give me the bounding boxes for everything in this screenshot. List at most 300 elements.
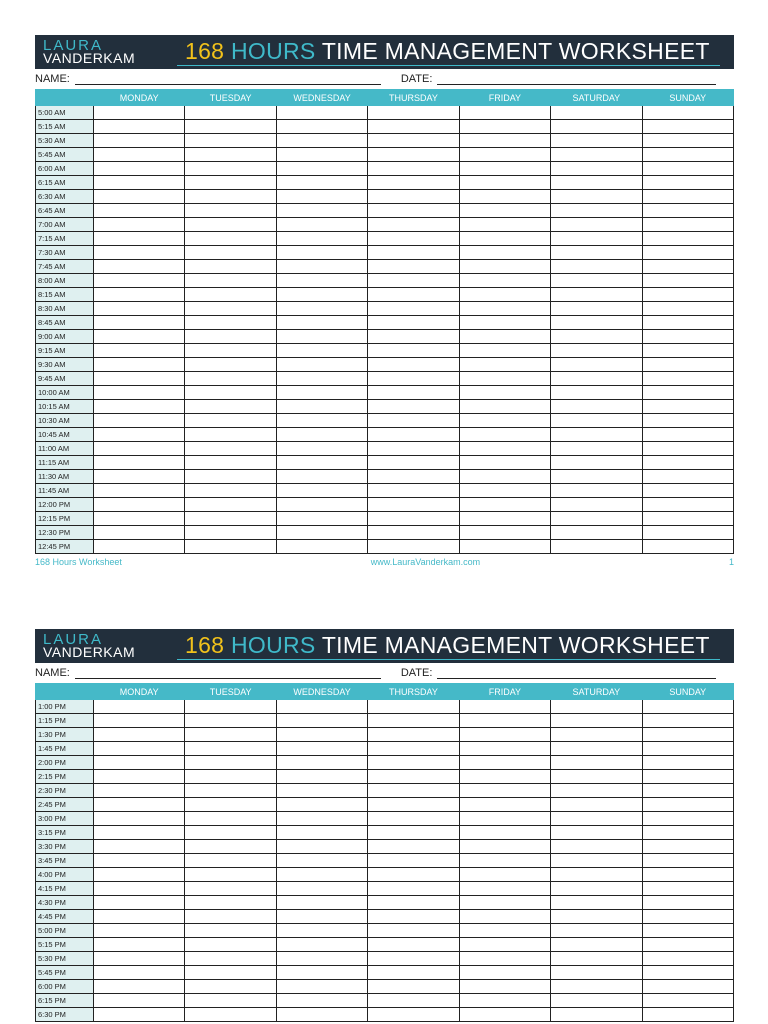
schedule-cell-wednesday[interactable] — [276, 910, 367, 924]
schedule-cell-wednesday[interactable] — [276, 190, 367, 204]
schedule-cell-sunday[interactable] — [642, 288, 733, 302]
schedule-cell-monday[interactable] — [94, 952, 185, 966]
schedule-cell-wednesday[interactable] — [276, 484, 367, 498]
schedule-cell-thursday[interactable] — [368, 470, 459, 484]
schedule-cell-sunday[interactable] — [642, 232, 733, 246]
schedule-cell-sunday[interactable] — [642, 260, 733, 274]
schedule-cell-wednesday[interactable] — [276, 386, 367, 400]
schedule-cell-friday[interactable] — [459, 756, 550, 770]
schedule-cell-tuesday[interactable] — [185, 470, 276, 484]
schedule-cell-saturday[interactable] — [551, 526, 642, 540]
schedule-cell-thursday[interactable] — [368, 260, 459, 274]
schedule-cell-monday[interactable] — [94, 896, 185, 910]
schedule-cell-friday[interactable] — [459, 498, 550, 512]
schedule-cell-friday[interactable] — [459, 770, 550, 784]
schedule-cell-thursday[interactable] — [368, 428, 459, 442]
schedule-cell-monday[interactable] — [94, 204, 185, 218]
schedule-cell-thursday[interactable] — [368, 854, 459, 868]
schedule-cell-tuesday[interactable] — [185, 784, 276, 798]
schedule-cell-sunday[interactable] — [642, 924, 733, 938]
schedule-cell-tuesday[interactable] — [185, 456, 276, 470]
schedule-cell-sunday[interactable] — [642, 470, 733, 484]
schedule-cell-sunday[interactable] — [642, 204, 733, 218]
schedule-cell-sunday[interactable] — [642, 798, 733, 812]
schedule-cell-monday[interactable] — [94, 134, 185, 148]
schedule-cell-friday[interactable] — [459, 134, 550, 148]
schedule-cell-saturday[interactable] — [551, 812, 642, 826]
schedule-cell-friday[interactable] — [459, 414, 550, 428]
schedule-cell-sunday[interactable] — [642, 120, 733, 134]
schedule-cell-sunday[interactable] — [642, 302, 733, 316]
schedule-cell-thursday[interactable] — [368, 952, 459, 966]
schedule-cell-friday[interactable] — [459, 302, 550, 316]
schedule-cell-sunday[interactable] — [642, 442, 733, 456]
schedule-cell-tuesday[interactable] — [185, 120, 276, 134]
schedule-cell-saturday[interactable] — [551, 190, 642, 204]
schedule-cell-thursday[interactable] — [368, 896, 459, 910]
schedule-cell-wednesday[interactable] — [276, 120, 367, 134]
schedule-cell-thursday[interactable] — [368, 742, 459, 756]
schedule-cell-thursday[interactable] — [368, 840, 459, 854]
schedule-cell-wednesday[interactable] — [276, 204, 367, 218]
schedule-cell-monday[interactable] — [94, 246, 185, 260]
schedule-cell-monday[interactable] — [94, 302, 185, 316]
schedule-cell-wednesday[interactable] — [276, 770, 367, 784]
schedule-cell-tuesday[interactable] — [185, 854, 276, 868]
schedule-cell-monday[interactable] — [94, 344, 185, 358]
schedule-cell-thursday[interactable] — [368, 400, 459, 414]
schedule-cell-monday[interactable] — [94, 540, 185, 554]
schedule-cell-thursday[interactable] — [368, 770, 459, 784]
schedule-cell-wednesday[interactable] — [276, 358, 367, 372]
schedule-cell-saturday[interactable] — [551, 938, 642, 952]
schedule-cell-thursday[interactable] — [368, 190, 459, 204]
schedule-cell-wednesday[interactable] — [276, 938, 367, 952]
schedule-cell-wednesday[interactable] — [276, 882, 367, 896]
schedule-cell-monday[interactable] — [94, 938, 185, 952]
schedule-cell-saturday[interactable] — [551, 498, 642, 512]
schedule-cell-saturday[interactable] — [551, 840, 642, 854]
schedule-cell-monday[interactable] — [94, 288, 185, 302]
schedule-cell-wednesday[interactable] — [276, 924, 367, 938]
schedule-cell-tuesday[interactable] — [185, 218, 276, 232]
schedule-cell-monday[interactable] — [94, 994, 185, 1008]
schedule-cell-tuesday[interactable] — [185, 896, 276, 910]
schedule-cell-sunday[interactable] — [642, 714, 733, 728]
schedule-cell-tuesday[interactable] — [185, 414, 276, 428]
schedule-cell-friday[interactable] — [459, 1008, 550, 1022]
schedule-cell-wednesday[interactable] — [276, 260, 367, 274]
schedule-cell-sunday[interactable] — [642, 414, 733, 428]
schedule-cell-saturday[interactable] — [551, 386, 642, 400]
schedule-cell-thursday[interactable] — [368, 798, 459, 812]
schedule-cell-sunday[interactable] — [642, 742, 733, 756]
schedule-cell-thursday[interactable] — [368, 442, 459, 456]
schedule-cell-saturday[interactable] — [551, 358, 642, 372]
schedule-cell-monday[interactable] — [94, 400, 185, 414]
schedule-cell-wednesday[interactable] — [276, 526, 367, 540]
schedule-cell-monday[interactable] — [94, 498, 185, 512]
schedule-cell-tuesday[interactable] — [185, 742, 276, 756]
schedule-cell-tuesday[interactable] — [185, 728, 276, 742]
date-field[interactable] — [437, 74, 716, 85]
schedule-cell-wednesday[interactable] — [276, 728, 367, 742]
schedule-cell-monday[interactable] — [94, 826, 185, 840]
schedule-cell-saturday[interactable] — [551, 414, 642, 428]
schedule-cell-saturday[interactable] — [551, 470, 642, 484]
schedule-cell-monday[interactable] — [94, 414, 185, 428]
schedule-cell-saturday[interactable] — [551, 274, 642, 288]
schedule-cell-thursday[interactable] — [368, 316, 459, 330]
schedule-cell-sunday[interactable] — [642, 526, 733, 540]
schedule-cell-friday[interactable] — [459, 190, 550, 204]
schedule-cell-tuesday[interactable] — [185, 106, 276, 120]
schedule-cell-friday[interactable] — [459, 274, 550, 288]
schedule-cell-friday[interactable] — [459, 120, 550, 134]
schedule-cell-monday[interactable] — [94, 274, 185, 288]
schedule-cell-tuesday[interactable] — [185, 274, 276, 288]
schedule-cell-sunday[interactable] — [642, 372, 733, 386]
schedule-cell-sunday[interactable] — [642, 106, 733, 120]
schedule-cell-sunday[interactable] — [642, 854, 733, 868]
schedule-cell-sunday[interactable] — [642, 868, 733, 882]
schedule-cell-tuesday[interactable] — [185, 232, 276, 246]
schedule-cell-wednesday[interactable] — [276, 106, 367, 120]
schedule-cell-saturday[interactable] — [551, 120, 642, 134]
schedule-cell-tuesday[interactable] — [185, 484, 276, 498]
schedule-cell-monday[interactable] — [94, 218, 185, 232]
schedule-cell-monday[interactable] — [94, 456, 185, 470]
schedule-cell-tuesday[interactable] — [185, 428, 276, 442]
schedule-cell-wednesday[interactable] — [276, 176, 367, 190]
schedule-cell-monday[interactable] — [94, 386, 185, 400]
schedule-cell-tuesday[interactable] — [185, 134, 276, 148]
schedule-cell-sunday[interactable] — [642, 176, 733, 190]
schedule-cell-sunday[interactable] — [642, 274, 733, 288]
schedule-cell-tuesday[interactable] — [185, 302, 276, 316]
schedule-cell-thursday[interactable] — [368, 344, 459, 358]
schedule-cell-monday[interactable] — [94, 910, 185, 924]
schedule-cell-saturday[interactable] — [551, 854, 642, 868]
schedule-cell-sunday[interactable] — [642, 756, 733, 770]
schedule-cell-saturday[interactable] — [551, 540, 642, 554]
schedule-cell-monday[interactable] — [94, 714, 185, 728]
schedule-cell-monday[interactable] — [94, 120, 185, 134]
schedule-cell-tuesday[interactable] — [185, 840, 276, 854]
schedule-cell-thursday[interactable] — [368, 714, 459, 728]
schedule-cell-monday[interactable] — [94, 770, 185, 784]
schedule-cell-tuesday[interactable] — [185, 246, 276, 260]
schedule-cell-sunday[interactable] — [642, 952, 733, 966]
schedule-cell-tuesday[interactable] — [185, 826, 276, 840]
schedule-cell-tuesday[interactable] — [185, 756, 276, 770]
schedule-cell-monday[interactable] — [94, 176, 185, 190]
schedule-cell-saturday[interactable] — [551, 162, 642, 176]
schedule-cell-tuesday[interactable] — [185, 700, 276, 714]
schedule-cell-sunday[interactable] — [642, 498, 733, 512]
schedule-cell-friday[interactable] — [459, 910, 550, 924]
schedule-cell-tuesday[interactable] — [185, 952, 276, 966]
schedule-cell-wednesday[interactable] — [276, 456, 367, 470]
schedule-cell-monday[interactable] — [94, 812, 185, 826]
name-field[interactable] — [75, 74, 381, 85]
schedule-cell-friday[interactable] — [459, 442, 550, 456]
schedule-cell-saturday[interactable] — [551, 232, 642, 246]
schedule-cell-thursday[interactable] — [368, 756, 459, 770]
schedule-cell-sunday[interactable] — [642, 512, 733, 526]
schedule-cell-thursday[interactable] — [368, 938, 459, 952]
schedule-cell-saturday[interactable] — [551, 798, 642, 812]
schedule-cell-sunday[interactable] — [642, 896, 733, 910]
schedule-cell-sunday[interactable] — [642, 812, 733, 826]
schedule-cell-friday[interactable] — [459, 484, 550, 498]
schedule-cell-wednesday[interactable] — [276, 512, 367, 526]
schedule-cell-friday[interactable] — [459, 372, 550, 386]
schedule-cell-monday[interactable] — [94, 162, 185, 176]
schedule-cell-tuesday[interactable] — [185, 386, 276, 400]
schedule-cell-saturday[interactable] — [551, 218, 642, 232]
schedule-cell-tuesday[interactable] — [185, 994, 276, 1008]
schedule-cell-monday[interactable] — [94, 512, 185, 526]
schedule-cell-friday[interactable] — [459, 176, 550, 190]
schedule-cell-saturday[interactable] — [551, 826, 642, 840]
schedule-cell-sunday[interactable] — [642, 162, 733, 176]
schedule-cell-tuesday[interactable] — [185, 204, 276, 218]
schedule-cell-friday[interactable] — [459, 204, 550, 218]
schedule-cell-wednesday[interactable] — [276, 414, 367, 428]
schedule-cell-friday[interactable] — [459, 358, 550, 372]
schedule-cell-friday[interactable] — [459, 994, 550, 1008]
schedule-cell-wednesday[interactable] — [276, 798, 367, 812]
schedule-cell-saturday[interactable] — [551, 980, 642, 994]
schedule-cell-saturday[interactable] — [551, 148, 642, 162]
schedule-cell-friday[interactable] — [459, 540, 550, 554]
schedule-cell-tuesday[interactable] — [185, 938, 276, 952]
schedule-cell-sunday[interactable] — [642, 218, 733, 232]
schedule-cell-friday[interactable] — [459, 428, 550, 442]
schedule-cell-friday[interactable] — [459, 316, 550, 330]
schedule-cell-friday[interactable] — [459, 938, 550, 952]
schedule-cell-monday[interactable] — [94, 784, 185, 798]
schedule-cell-saturday[interactable] — [551, 770, 642, 784]
schedule-cell-friday[interactable] — [459, 260, 550, 274]
schedule-cell-monday[interactable] — [94, 854, 185, 868]
schedule-cell-thursday[interactable] — [368, 498, 459, 512]
schedule-cell-tuesday[interactable] — [185, 330, 276, 344]
schedule-cell-tuesday[interactable] — [185, 882, 276, 896]
schedule-cell-wednesday[interactable] — [276, 714, 367, 728]
schedule-cell-tuesday[interactable] — [185, 260, 276, 274]
schedule-cell-sunday[interactable] — [642, 840, 733, 854]
schedule-cell-saturday[interactable] — [551, 176, 642, 190]
schedule-cell-sunday[interactable] — [642, 386, 733, 400]
schedule-cell-saturday[interactable] — [551, 910, 642, 924]
schedule-cell-wednesday[interactable] — [276, 840, 367, 854]
schedule-cell-tuesday[interactable] — [185, 714, 276, 728]
schedule-cell-thursday[interactable] — [368, 106, 459, 120]
schedule-cell-thursday[interactable] — [368, 358, 459, 372]
schedule-cell-tuesday[interactable] — [185, 512, 276, 526]
schedule-cell-wednesday[interactable] — [276, 218, 367, 232]
schedule-cell-thursday[interactable] — [368, 784, 459, 798]
schedule-cell-tuesday[interactable] — [185, 162, 276, 176]
schedule-cell-saturday[interactable] — [551, 316, 642, 330]
schedule-cell-wednesday[interactable] — [276, 896, 367, 910]
schedule-cell-monday[interactable] — [94, 316, 185, 330]
schedule-cell-sunday[interactable] — [642, 700, 733, 714]
schedule-cell-wednesday[interactable] — [276, 246, 367, 260]
schedule-cell-tuesday[interactable] — [185, 442, 276, 456]
schedule-cell-thursday[interactable] — [368, 414, 459, 428]
schedule-cell-tuesday[interactable] — [185, 868, 276, 882]
schedule-cell-friday[interactable] — [459, 854, 550, 868]
schedule-cell-wednesday[interactable] — [276, 428, 367, 442]
schedule-cell-thursday[interactable] — [368, 868, 459, 882]
schedule-cell-saturday[interactable] — [551, 330, 642, 344]
schedule-cell-thursday[interactable] — [368, 386, 459, 400]
schedule-cell-thursday[interactable] — [368, 176, 459, 190]
schedule-cell-sunday[interactable] — [642, 728, 733, 742]
schedule-cell-sunday[interactable] — [642, 938, 733, 952]
schedule-cell-friday[interactable] — [459, 742, 550, 756]
schedule-cell-friday[interactable] — [459, 470, 550, 484]
schedule-cell-thursday[interactable] — [368, 372, 459, 386]
schedule-cell-tuesday[interactable] — [185, 910, 276, 924]
schedule-cell-thursday[interactable] — [368, 924, 459, 938]
schedule-cell-wednesday[interactable] — [276, 232, 367, 246]
schedule-cell-monday[interactable] — [94, 148, 185, 162]
schedule-cell-sunday[interactable] — [642, 484, 733, 498]
schedule-cell-saturday[interactable] — [551, 868, 642, 882]
schedule-cell-saturday[interactable] — [551, 372, 642, 386]
schedule-cell-tuesday[interactable] — [185, 540, 276, 554]
schedule-cell-thursday[interactable] — [368, 484, 459, 498]
schedule-cell-tuesday[interactable] — [185, 924, 276, 938]
schedule-cell-wednesday[interactable] — [276, 966, 367, 980]
schedule-cell-wednesday[interactable] — [276, 274, 367, 288]
schedule-cell-friday[interactable] — [459, 882, 550, 896]
schedule-cell-wednesday[interactable] — [276, 302, 367, 316]
schedule-cell-wednesday[interactable] — [276, 868, 367, 882]
name-field[interactable] — [75, 668, 381, 679]
schedule-cell-thursday[interactable] — [368, 162, 459, 176]
schedule-cell-wednesday[interactable] — [276, 400, 367, 414]
schedule-cell-monday[interactable] — [94, 260, 185, 274]
schedule-cell-friday[interactable] — [459, 714, 550, 728]
schedule-cell-wednesday[interactable] — [276, 288, 367, 302]
schedule-cell-sunday[interactable] — [642, 784, 733, 798]
schedule-cell-wednesday[interactable] — [276, 980, 367, 994]
schedule-cell-sunday[interactable] — [642, 428, 733, 442]
schedule-cell-saturday[interactable] — [551, 204, 642, 218]
schedule-cell-wednesday[interactable] — [276, 498, 367, 512]
schedule-cell-friday[interactable] — [459, 288, 550, 302]
schedule-cell-saturday[interactable] — [551, 994, 642, 1008]
schedule-cell-friday[interactable] — [459, 952, 550, 966]
schedule-cell-wednesday[interactable] — [276, 784, 367, 798]
schedule-cell-tuesday[interactable] — [185, 176, 276, 190]
schedule-cell-thursday[interactable] — [368, 512, 459, 526]
schedule-cell-wednesday[interactable] — [276, 742, 367, 756]
schedule-cell-saturday[interactable] — [551, 1008, 642, 1022]
schedule-cell-friday[interactable] — [459, 924, 550, 938]
schedule-cell-monday[interactable] — [94, 526, 185, 540]
schedule-cell-sunday[interactable] — [642, 190, 733, 204]
schedule-cell-thursday[interactable] — [368, 330, 459, 344]
schedule-cell-friday[interactable] — [459, 162, 550, 176]
schedule-cell-saturday[interactable] — [551, 882, 642, 896]
schedule-cell-thursday[interactable] — [368, 812, 459, 826]
schedule-cell-saturday[interactable] — [551, 700, 642, 714]
schedule-cell-monday[interactable] — [94, 442, 185, 456]
schedule-cell-monday[interactable] — [94, 372, 185, 386]
schedule-cell-thursday[interactable] — [368, 218, 459, 232]
schedule-cell-monday[interactable] — [94, 232, 185, 246]
schedule-cell-tuesday[interactable] — [185, 316, 276, 330]
schedule-cell-wednesday[interactable] — [276, 162, 367, 176]
schedule-cell-thursday[interactable] — [368, 302, 459, 316]
schedule-cell-saturday[interactable] — [551, 442, 642, 456]
schedule-cell-thursday[interactable] — [368, 246, 459, 260]
schedule-cell-monday[interactable] — [94, 470, 185, 484]
schedule-cell-friday[interactable] — [459, 526, 550, 540]
schedule-cell-sunday[interactable] — [642, 316, 733, 330]
schedule-cell-sunday[interactable] — [642, 994, 733, 1008]
schedule-cell-friday[interactable] — [459, 728, 550, 742]
schedule-cell-saturday[interactable] — [551, 288, 642, 302]
schedule-cell-friday[interactable] — [459, 812, 550, 826]
schedule-cell-thursday[interactable] — [368, 1008, 459, 1022]
schedule-cell-thursday[interactable] — [368, 826, 459, 840]
schedule-cell-tuesday[interactable] — [185, 1008, 276, 1022]
schedule-cell-friday[interactable] — [459, 700, 550, 714]
schedule-cell-wednesday[interactable] — [276, 134, 367, 148]
schedule-cell-monday[interactable] — [94, 840, 185, 854]
schedule-cell-friday[interactable] — [459, 980, 550, 994]
schedule-cell-saturday[interactable] — [551, 400, 642, 414]
schedule-cell-sunday[interactable] — [642, 540, 733, 554]
schedule-cell-thursday[interactable] — [368, 274, 459, 288]
schedule-cell-tuesday[interactable] — [185, 372, 276, 386]
schedule-cell-friday[interactable] — [459, 386, 550, 400]
schedule-cell-monday[interactable] — [94, 106, 185, 120]
schedule-cell-wednesday[interactable] — [276, 372, 367, 386]
schedule-cell-saturday[interactable] — [551, 344, 642, 358]
date-field[interactable] — [437, 668, 716, 679]
schedule-cell-wednesday[interactable] — [276, 826, 367, 840]
schedule-cell-thursday[interactable] — [368, 232, 459, 246]
schedule-cell-wednesday[interactable] — [276, 700, 367, 714]
schedule-cell-thursday[interactable] — [368, 540, 459, 554]
schedule-cell-tuesday[interactable] — [185, 770, 276, 784]
schedule-cell-friday[interactable] — [459, 798, 550, 812]
schedule-cell-tuesday[interactable] — [185, 400, 276, 414]
schedule-cell-thursday[interactable] — [368, 120, 459, 134]
schedule-cell-saturday[interactable] — [551, 134, 642, 148]
schedule-cell-monday[interactable] — [94, 966, 185, 980]
schedule-cell-thursday[interactable] — [368, 288, 459, 302]
schedule-cell-saturday[interactable] — [551, 966, 642, 980]
schedule-cell-monday[interactable] — [94, 882, 185, 896]
schedule-cell-saturday[interactable] — [551, 924, 642, 938]
schedule-cell-wednesday[interactable] — [276, 316, 367, 330]
schedule-cell-sunday[interactable] — [642, 456, 733, 470]
schedule-cell-thursday[interactable] — [368, 204, 459, 218]
schedule-cell-tuesday[interactable] — [185, 288, 276, 302]
schedule-cell-sunday[interactable] — [642, 330, 733, 344]
schedule-cell-thursday[interactable] — [368, 980, 459, 994]
schedule-cell-friday[interactable] — [459, 840, 550, 854]
